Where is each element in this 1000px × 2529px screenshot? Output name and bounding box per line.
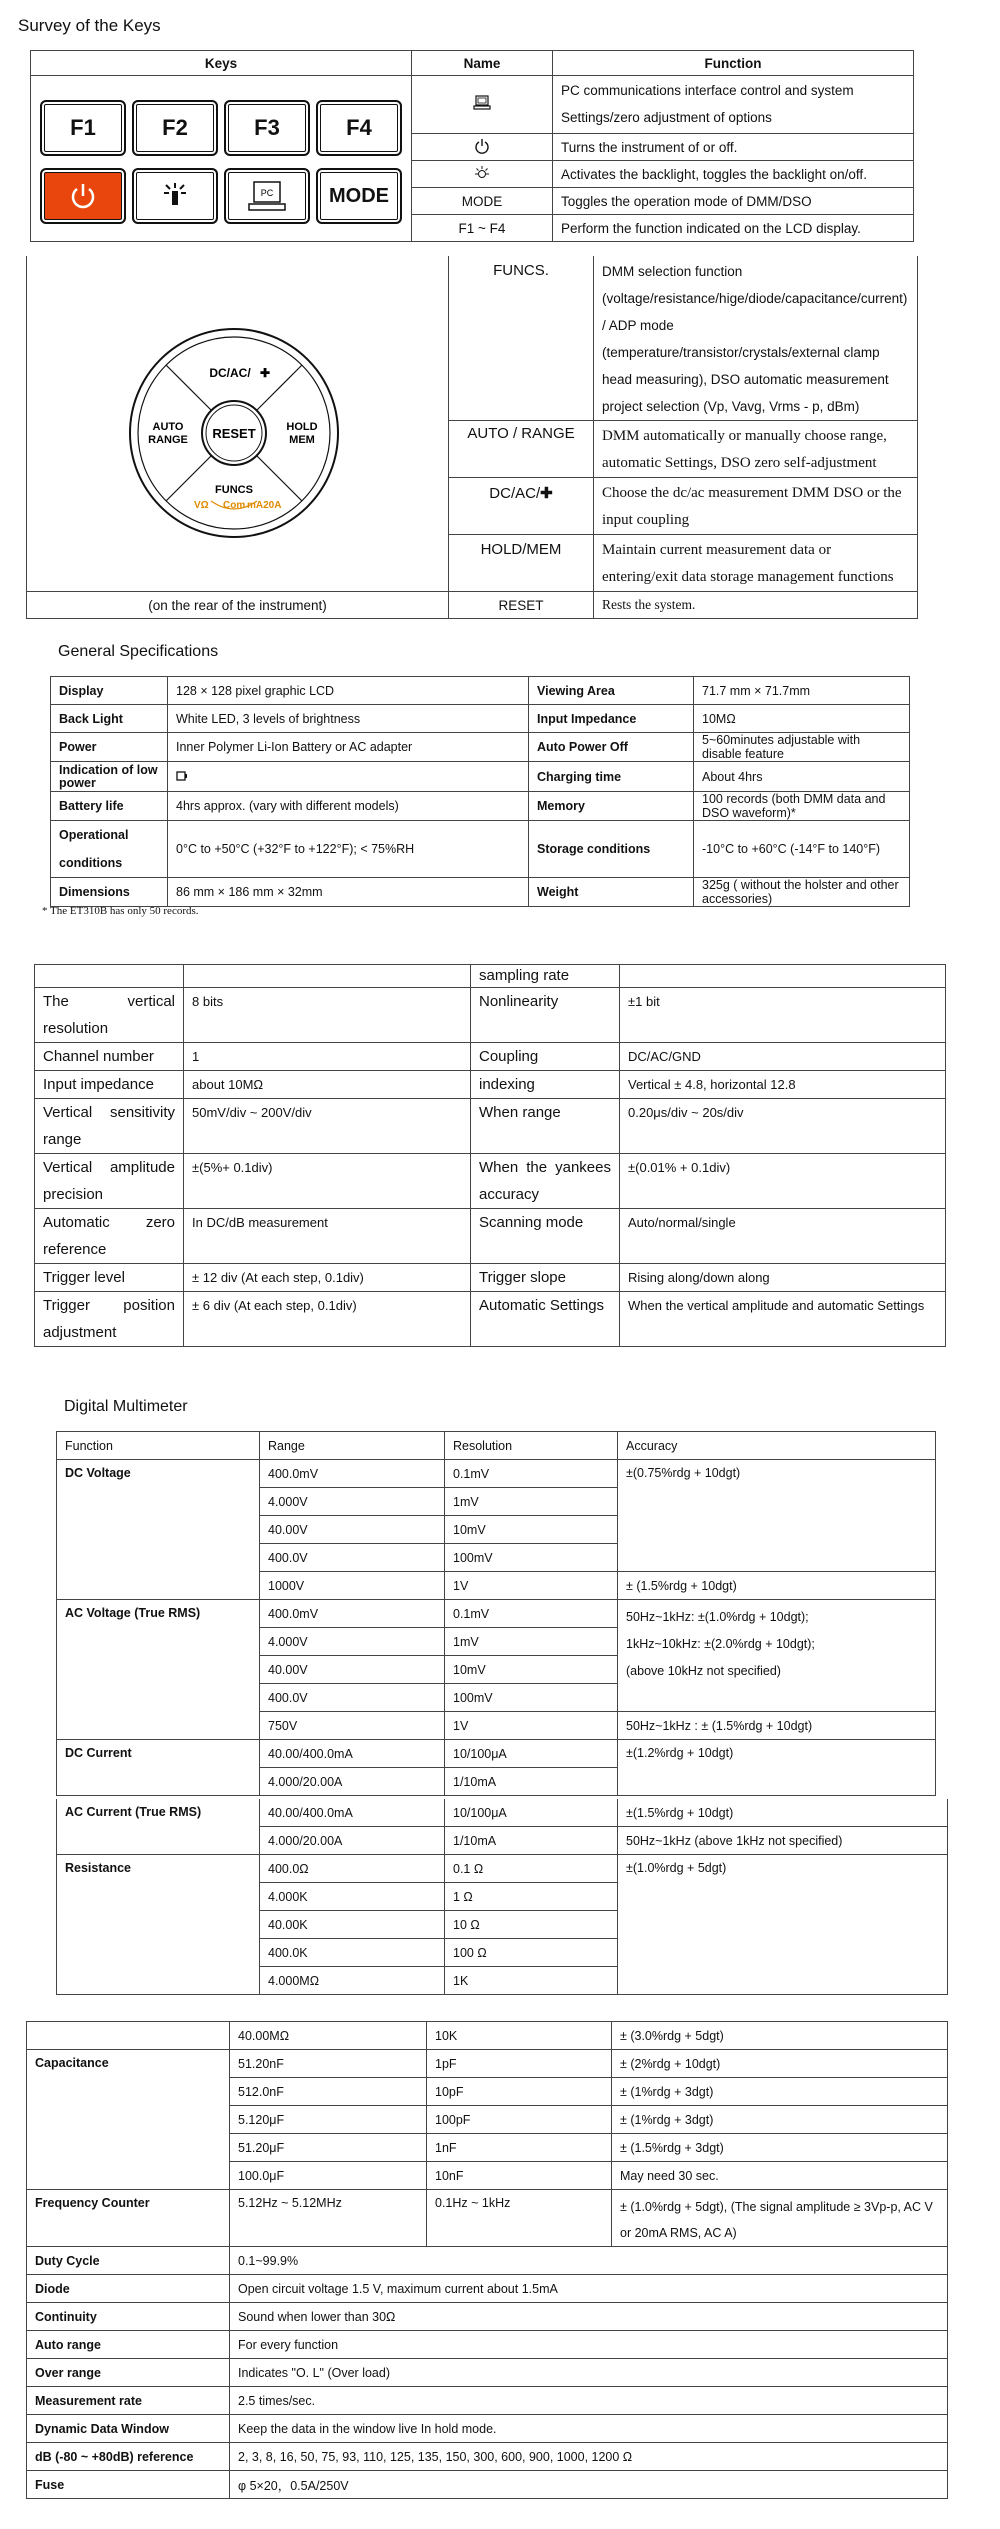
dcv-range-4: 1000V bbox=[260, 1572, 445, 1600]
misc-label-db-reference: dB (-80 ~ +80dB) reference bbox=[27, 2443, 230, 2471]
dmm-header-resolution: Resolution bbox=[445, 1432, 618, 1460]
pc-key-label: PC bbox=[260, 188, 274, 198]
acv-acc-1: 50Hz~1kHz: ±(1.0%rdg + 10dgt); bbox=[626, 1610, 809, 1624]
misc-value-duty-cycle: 0.1~99.9% bbox=[230, 2247, 948, 2275]
dcv-acc-1: ±(0.75%rdg + 10dgt) bbox=[618, 1460, 936, 1572]
dial-bottom-ma: mA20A bbox=[247, 500, 282, 511]
dci-res-1: 1/10mA bbox=[445, 1768, 618, 1796]
cap-acc-0: ± (2%rdg + 10dgt) bbox=[612, 2050, 948, 2078]
res-range-0: 400.0Ω bbox=[260, 1855, 445, 1883]
general-cell-3-1 bbox=[168, 762, 529, 792]
misc-label-over-range: Over range bbox=[27, 2359, 230, 2387]
general-cell-0-1: 128 × 128 pixel graphic LCD bbox=[168, 677, 529, 705]
aci-range-1: 4.000/20.00A bbox=[260, 1827, 445, 1855]
dcv-range-1: 4.000V bbox=[260, 1488, 445, 1516]
acv-range-2: 40.00V bbox=[260, 1656, 445, 1684]
dso-cell-7-3: Rising along/down along bbox=[620, 1264, 946, 1292]
acv-range-1: 4.000V bbox=[260, 1628, 445, 1656]
misc-row-dynamic-data-window bbox=[27, 2415, 948, 2443]
dcv-range-2: 40.00V bbox=[260, 1516, 445, 1544]
low-battery-icon bbox=[176, 770, 188, 784]
res-range-4: 4.000MΩ bbox=[260, 1967, 445, 1995]
general-row-operational bbox=[51, 821, 910, 878]
survey-title: Survey of the Keys bbox=[18, 16, 161, 35]
dso-cell-1-2: Nonlinearity bbox=[471, 988, 620, 1043]
cap-range-2: 5.120μF bbox=[230, 2106, 427, 2134]
dso-cell-6-0: Automatic zero reference bbox=[35, 1209, 184, 1264]
res-res-0: 0.1 Ω bbox=[445, 1855, 618, 1883]
aci-acc-2: 50Hz~1kHz (above 1kHz not specified) bbox=[618, 1827, 948, 1855]
general-table bbox=[50, 676, 910, 907]
cap-range-4: 100.0μF bbox=[230, 2162, 427, 2190]
dso-cell-7-1: ± 12 div (At each step, 0.1div) bbox=[184, 1264, 471, 1292]
dial-center-label: RESET bbox=[212, 426, 256, 441]
misc-row-duty-cycle bbox=[27, 2247, 948, 2275]
misc-row-over-range bbox=[27, 2359, 948, 2387]
function-mode: Toggles the operation mode of DMM/DSO bbox=[553, 188, 914, 215]
cap-acc-2: ± (1%rdg + 3dgt) bbox=[612, 2106, 948, 2134]
freq-name: Frequency Counter bbox=[27, 2190, 230, 2247]
dso-cell-2-2: Coupling bbox=[471, 1043, 620, 1071]
cap-range-1: 512.0nF bbox=[230, 2078, 427, 2106]
function-header: Function bbox=[553, 51, 914, 76]
general-cell-5-0: Operational conditions bbox=[51, 821, 168, 878]
dso-cell-0-3 bbox=[620, 965, 946, 988]
dial-top-label: DC/AC/ bbox=[209, 366, 251, 380]
general-cell-2-1: Inner Polymer Li-Ion Battery or AC adapter bbox=[168, 733, 529, 762]
dso-row-impedance bbox=[35, 1071, 946, 1099]
cap-range-0: 51.20nF bbox=[230, 2050, 427, 2078]
misc-label-diode: Diode bbox=[27, 2275, 230, 2303]
dso-cell-6-1: In DC/dB measurement bbox=[184, 1209, 471, 1264]
general-cell-2-0: Power bbox=[51, 733, 168, 762]
misc-value-over-range: Indicates "O. L" (Over load) bbox=[230, 2359, 948, 2387]
res2-range: 40.00MΩ bbox=[230, 2022, 427, 2050]
acv-res-3: 100mV bbox=[445, 1684, 618, 1712]
res-acc: ±(1.0%rdg + 5dgt) bbox=[618, 1855, 948, 1995]
dci-acc: ±(1.2%rdg + 10dgt) bbox=[618, 1740, 936, 1796]
misc-value-continuity: Sound when lower than 30Ω bbox=[230, 2303, 948, 2331]
dso-cell-7-0: Trigger level bbox=[35, 1264, 184, 1292]
general-cell-2-2: Auto Power Off bbox=[529, 733, 694, 762]
misc-label-duty-cycle: Duty Cycle bbox=[27, 2247, 230, 2275]
general-row-backlight bbox=[51, 705, 910, 733]
dso-cell-5-1: ±(5%+ 0.1div) bbox=[184, 1154, 471, 1209]
dso-cell-0-0 bbox=[35, 965, 184, 988]
dso-row-amplitude bbox=[35, 1154, 946, 1209]
dial-left-label1: AUTO bbox=[152, 421, 184, 433]
dso-table bbox=[34, 964, 946, 1347]
name-autorange: AUTO / RANGE bbox=[449, 421, 594, 478]
dcac-symbol-icon: ✚ bbox=[540, 485, 553, 502]
dcv-range-3: 400.0V bbox=[260, 1544, 445, 1572]
cap-name: Capacitance bbox=[27, 2050, 230, 2190]
general-cell-1-1: White LED, 3 levels of brightness bbox=[168, 705, 529, 733]
aci-res-0: 10/100μA bbox=[445, 1799, 618, 1827]
dial-bottom-vohm: VΩ bbox=[194, 500, 209, 511]
general-cell-2-3: 5~60minutes adjustable with disable feature bbox=[694, 733, 910, 762]
general-cell-5-3: -10°C to +60°C (-14°F to 140°F) bbox=[694, 821, 910, 878]
cap-res-4: 10nF bbox=[427, 2162, 612, 2190]
general-cell-5-2: Storage conditions bbox=[529, 821, 694, 878]
backlight-key bbox=[132, 168, 218, 224]
misc-label-fuse: Fuse bbox=[27, 2471, 230, 2499]
general-cell-6-2: Weight bbox=[529, 878, 694, 907]
general-cell-6-0: Dimensions bbox=[51, 878, 168, 907]
dso-cell-8-3: When the vertical amplitude and automatic Settings bbox=[620, 1292, 946, 1347]
keys-header: Keys bbox=[31, 51, 412, 76]
misc-row-auto-range bbox=[27, 2331, 948, 2359]
acv-acc-3: (above 10kHz not specified) bbox=[626, 1664, 781, 1678]
res-res-2: 10 Ω bbox=[445, 1911, 618, 1939]
dso-cell-0-2: sampling rate bbox=[471, 965, 620, 988]
cap-res-3: 1nF bbox=[427, 2134, 612, 2162]
dso-cell-0-1 bbox=[184, 965, 471, 988]
f2-key: F2 bbox=[132, 100, 218, 156]
power-key bbox=[40, 168, 126, 224]
cap-range-3: 51.20μF bbox=[230, 2134, 427, 2162]
dso-cell-4-1: 50mV/div ~ 200V/div bbox=[184, 1099, 471, 1154]
dso-cell-1-1: 8 bits bbox=[184, 988, 471, 1043]
dso-cell-6-2: Scanning mode bbox=[471, 1209, 620, 1264]
acv-acc-block bbox=[618, 1600, 936, 1712]
dso-cell-5-2: When the yankees accuracy bbox=[471, 1154, 620, 1209]
misc-row-measurement-rate bbox=[27, 2387, 948, 2415]
cap-acc-1: ± (1%rdg + 3dgt) bbox=[612, 2078, 948, 2106]
name-dcac-text: DC/AC/ bbox=[489, 485, 541, 502]
dso-cell-5-3: ±(0.01% + 0.1div) bbox=[620, 1154, 946, 1209]
dial-bottom-label: FUNCS bbox=[215, 484, 253, 496]
mode-key: MODE bbox=[316, 168, 402, 224]
general-row-low-power bbox=[51, 762, 910, 792]
dso-cell-2-1: 1 bbox=[184, 1043, 471, 1071]
general-cell-0-0: Display bbox=[51, 677, 168, 705]
name-dcac bbox=[449, 478, 594, 535]
dial-left-label2: RANGE bbox=[148, 434, 188, 446]
name-funcs: FUNCS. bbox=[449, 256, 594, 421]
dso-cell-4-2: When range bbox=[471, 1099, 620, 1154]
acv-res-2: 10mV bbox=[445, 1656, 618, 1684]
res-range-2: 40.00K bbox=[260, 1911, 445, 1939]
name-header: Name bbox=[412, 51, 553, 76]
cap-res-0: 1pF bbox=[427, 2050, 612, 2078]
name-reset: RESET bbox=[449, 592, 594, 619]
dso-row-trigger-position bbox=[35, 1292, 946, 1347]
res2-blank bbox=[27, 2022, 230, 2050]
dcv-res-4: 1V bbox=[445, 1572, 618, 1600]
dial-top-symbol-icon: ✚ bbox=[260, 366, 271, 380]
name-holdmem: HOLD/MEM bbox=[449, 535, 594, 592]
dmm-header-accuracy: Accuracy bbox=[618, 1432, 936, 1460]
acv-res-0: 0.1mV bbox=[445, 1600, 618, 1628]
misc-value-fuse: φ 5×20，0.5A/250V bbox=[230, 2471, 948, 2499]
keypad bbox=[40, 96, 390, 236]
dso-cell-3-2: indexing bbox=[471, 1071, 620, 1099]
res-res-4: 1K bbox=[445, 1967, 618, 1995]
misc-value-measurement-rate: 2.5 times/sec. bbox=[230, 2387, 948, 2415]
misc-row-diode bbox=[27, 2275, 948, 2303]
dso-cell-8-1: ± 6 div (At each step, 0.1div) bbox=[184, 1292, 471, 1347]
general-cell-3-0: Indication of low power bbox=[51, 762, 168, 792]
dmm-table-2 bbox=[56, 1799, 948, 1995]
general-cell-4-0: Battery life bbox=[51, 792, 168, 821]
acv-name: AC Voltage (True RMS) bbox=[57, 1600, 260, 1740]
misc-label-dynamic-data-window: Dynamic Data Window bbox=[27, 2415, 230, 2443]
general-cell-3-3: About 4hrs bbox=[694, 762, 910, 792]
general-title: General Specifications bbox=[58, 643, 219, 660]
dci-res-0: 10/100μA bbox=[445, 1740, 618, 1768]
freq-res: 0.1Hz ~ 1kHz bbox=[427, 2190, 612, 2247]
res-range-3: 400.0K bbox=[260, 1939, 445, 1967]
misc-value-dynamic-data-window: Keep the data in the window live In hold mode. bbox=[230, 2415, 948, 2443]
name-backlight bbox=[412, 161, 553, 188]
dso-cell-1-3: ±1 bit bbox=[620, 988, 946, 1043]
general-cell-6-1: 86 mm × 186 mm × 32mm bbox=[168, 878, 529, 907]
function-funcs: DMM selection function (voltage/resistance/hige/diode/capacitance/current) / ADP mode (temperature/transistor/crystals/external clamp head measuring), DSO automatic measurement project selection (Vp, Vavg, Vrms - p, dBm) bbox=[594, 256, 918, 421]
res-res-1: 1 Ω bbox=[445, 1883, 618, 1911]
dial-diagram bbox=[126, 325, 342, 541]
general-row-power bbox=[51, 733, 910, 762]
dcv-name: DC Voltage bbox=[57, 1460, 260, 1600]
aci-range-0: 40.00/400.0mA bbox=[260, 1799, 445, 1827]
res-name: Resistance bbox=[57, 1855, 260, 1995]
acv-acc-4: 50Hz~1kHz : ± (1.5%rdg + 10dgt) bbox=[618, 1712, 936, 1740]
dso-cell-4-3: 0.20μs/div ~ 20s/div bbox=[620, 1099, 946, 1154]
function-pc: PC communications interface control and system Settings/zero adjustment of options bbox=[553, 76, 914, 134]
dso-row-zero bbox=[35, 1209, 946, 1264]
general-cell-1-3: 10MΩ bbox=[694, 705, 910, 733]
dso-row-channel bbox=[35, 1043, 946, 1071]
dial-right-label2: MEM bbox=[289, 434, 315, 446]
backlight-icon bbox=[473, 165, 491, 181]
function-power: Turns the instrument of or off. bbox=[553, 134, 914, 161]
misc-row-db-reference bbox=[27, 2443, 948, 2471]
general-cell-1-0: Back Light bbox=[51, 705, 168, 733]
function-autorange: DMM automatically or manually choose range, automatic Settings, DSO zero self-adjustment bbox=[594, 421, 918, 478]
general-cell-6-3: 325g ( without the holster and other accessories) bbox=[694, 878, 910, 907]
dso-cell-3-3: Vertical ± 4.8, horizontal 12.8 bbox=[620, 1071, 946, 1099]
res2-res: 10K bbox=[427, 2022, 612, 2050]
power-key-icon bbox=[68, 181, 98, 211]
dcv-acc-2: ± (1.5%rdg + 10dgt) bbox=[618, 1572, 936, 1600]
cap-res-1: 10pF bbox=[427, 2078, 612, 2106]
general-cell-5-1: 0°C to +50°C (+32°F to +122°F); < 75%RH bbox=[168, 821, 529, 878]
general-row-battery-life bbox=[51, 792, 910, 821]
dmm-header-function: Function bbox=[57, 1432, 260, 1460]
function-fkeys: Perform the function indicated on the LCD display. bbox=[553, 215, 914, 242]
misc-label-continuity: Continuity bbox=[27, 2303, 230, 2331]
function-reset: Rests the system. bbox=[594, 592, 918, 619]
dial-bottom-com: Com bbox=[223, 500, 246, 511]
name-mode: MODE bbox=[412, 188, 553, 215]
dso-cell-3-1: about 10MΩ bbox=[184, 1071, 471, 1099]
dso-row-trigger-level bbox=[35, 1264, 946, 1292]
dso-cell-2-0: Channel number bbox=[35, 1043, 184, 1071]
pc-key bbox=[224, 168, 310, 224]
aci-name: AC Current (True RMS) bbox=[57, 1799, 260, 1855]
f4-key: F4 bbox=[316, 100, 402, 156]
dci-range-0: 40.00/400.0mA bbox=[260, 1740, 445, 1768]
name-pc bbox=[412, 76, 553, 134]
dso-cell-7-2: Trigger slope bbox=[471, 1264, 620, 1292]
function-holdmem: Maintain current measurement data or entering/exit data storage management functions bbox=[594, 535, 918, 592]
dcv-res-0: 0.1mV bbox=[445, 1460, 618, 1488]
cap-acc-4: May need 30 sec. bbox=[612, 2162, 948, 2190]
general-cell-4-2: Memory bbox=[529, 792, 694, 821]
general-cell-0-3: 71.7 mm × 71.7mm bbox=[694, 677, 910, 705]
dci-range-1: 4.000/20.00A bbox=[260, 1768, 445, 1796]
misc-label-measurement-rate: Measurement rate bbox=[27, 2387, 230, 2415]
general-cell-3-2: Charging time bbox=[529, 762, 694, 792]
general-cell-4-1: 4hrs approx. (vary with different models) bbox=[168, 792, 529, 821]
dmm-table-3 bbox=[26, 2021, 948, 2499]
dso-cell-1-0: The vertical resolution bbox=[35, 988, 184, 1043]
misc-row-fuse bbox=[27, 2471, 948, 2499]
general-cell-0-2: Viewing Area bbox=[529, 677, 694, 705]
dcv-range-0: 400.0mV bbox=[260, 1460, 445, 1488]
dso-row-resolution bbox=[35, 988, 946, 1043]
dso-cell-4-0: Vertical sensitivity range bbox=[35, 1099, 184, 1154]
dmm-table-1 bbox=[56, 1431, 936, 1796]
general-row-display bbox=[51, 677, 910, 705]
function-dcac: Choose the dc/ac measurement DMM DSO or the input coupling bbox=[594, 478, 918, 535]
misc-label-auto-range: Auto range bbox=[27, 2331, 230, 2359]
pc-key-icon bbox=[247, 180, 287, 212]
cap-acc-3: ± (1.5%rdg + 3dgt) bbox=[612, 2134, 948, 2162]
dso-row-sampling bbox=[35, 965, 946, 988]
f3-key: F3 bbox=[224, 100, 310, 156]
misc-value-db-reference: 2, 3, 8, 16, 50, 75, 93, 110, 125, 135, 150, 300, 600, 900, 1000, 1200 Ω bbox=[230, 2443, 948, 2471]
acv-range-3: 400.0V bbox=[260, 1684, 445, 1712]
freq-range: 5.12Hz ~ 5.12MHz bbox=[230, 2190, 427, 2247]
dial-right-label1: HOLD bbox=[286, 421, 318, 433]
aci-res-1: 1/10mA bbox=[445, 1827, 618, 1855]
res-res-3: 100 Ω bbox=[445, 1939, 618, 1967]
dso-cell-5-0: Vertical amplitude precision bbox=[35, 1154, 184, 1209]
acv-range-0: 400.0mV bbox=[260, 1600, 445, 1628]
acv-acc-2: 1kHz~10kHz: ±(2.0%rdg + 10dgt); bbox=[626, 1637, 815, 1651]
power-icon bbox=[474, 138, 490, 154]
misc-value-diode: Open circuit voltage 1.5 V, maximum current about 1.5mA bbox=[230, 2275, 948, 2303]
res2-acc: ± (3.0%rdg + 5dgt) bbox=[612, 2022, 948, 2050]
function-backlight: Activates the backlight, toggles the backlight on/off. bbox=[553, 161, 914, 188]
res-range-1: 4.000K bbox=[260, 1883, 445, 1911]
acv-res-4: 1V bbox=[445, 1712, 618, 1740]
acv-range-4: 750V bbox=[260, 1712, 445, 1740]
freq-acc: ± (1.0%rdg + 5dgt), (The signal amplitude ≥ 3Vp-p, AC V or 20mA RMS, AC A) bbox=[612, 2190, 948, 2247]
cap-res-2: 100pF bbox=[427, 2106, 612, 2134]
aci-acc-1: ±(1.5%rdg + 10dgt) bbox=[618, 1799, 948, 1827]
general-row-dimensions bbox=[51, 878, 910, 907]
name-fkeys: F1 ~ F4 bbox=[412, 215, 553, 242]
general-cell-4-3: 100 records (both DMM data and DSO waveform)* bbox=[694, 792, 910, 821]
dci-name: DC Current bbox=[57, 1740, 260, 1796]
dcv-res-3: 100mV bbox=[445, 1544, 618, 1572]
pc-icon bbox=[473, 95, 491, 111]
dso-cell-8-2: Automatic Settings bbox=[471, 1292, 620, 1347]
dmm-header-range: Range bbox=[260, 1432, 445, 1460]
general-footnote: * The ET310B has only 50 records. bbox=[42, 905, 199, 917]
general-cell-1-2: Input Impedance bbox=[529, 705, 694, 733]
backlight-key-icon bbox=[158, 181, 192, 211]
dso-cell-2-3: DC/AC/GND bbox=[620, 1043, 946, 1071]
f1-key: F1 bbox=[40, 100, 126, 156]
name-power bbox=[412, 134, 553, 161]
rear-note: (on the rear of the instrument) bbox=[27, 592, 449, 619]
dso-cell-8-0: Trigger position adjustment bbox=[35, 1292, 184, 1347]
dso-row-sensitivity bbox=[35, 1099, 946, 1154]
dcv-res-2: 10mV bbox=[445, 1516, 618, 1544]
acv-res-1: 1mV bbox=[445, 1628, 618, 1656]
dso-cell-6-3: Auto/normal/single bbox=[620, 1209, 946, 1264]
misc-value-auto-range: For every function bbox=[230, 2331, 948, 2359]
dmm-title: Digital Multimeter bbox=[64, 1398, 188, 1415]
dcv-res-1: 1mV bbox=[445, 1488, 618, 1516]
dso-cell-3-0: Input impedance bbox=[35, 1071, 184, 1099]
misc-row-continuity bbox=[27, 2303, 948, 2331]
